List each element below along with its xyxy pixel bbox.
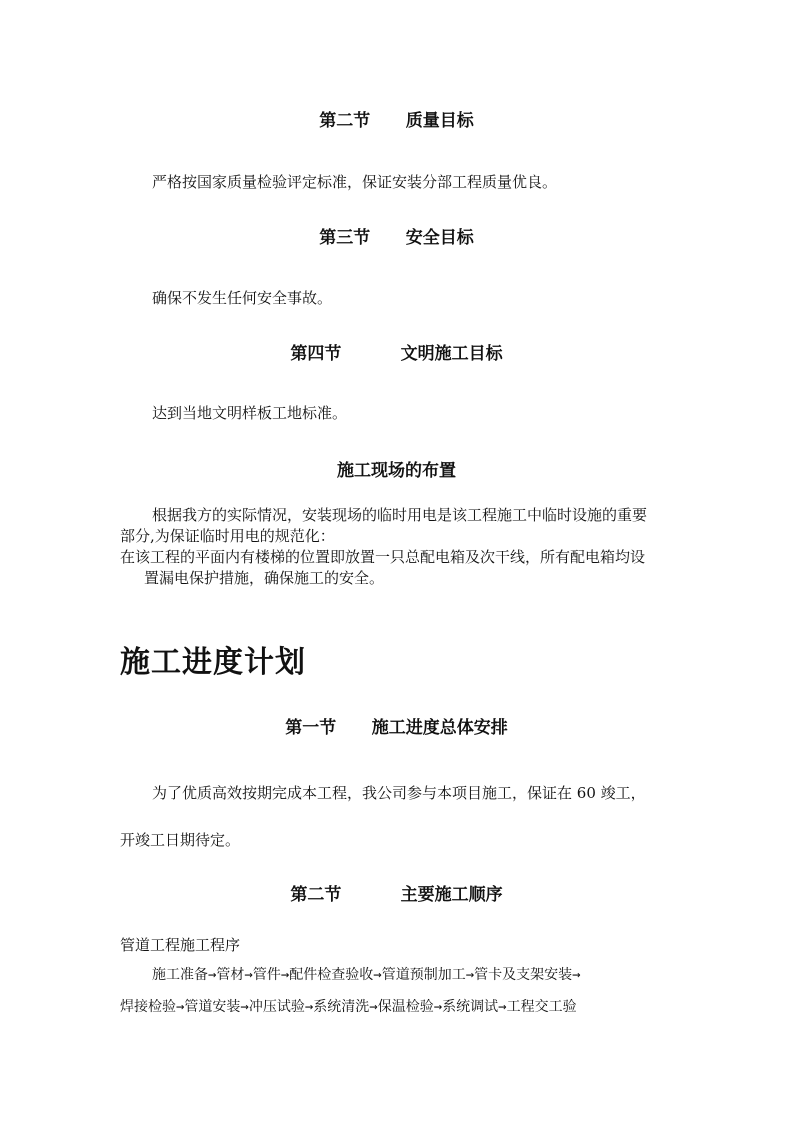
site-p2-line2: 置漏电保护措施，确保施工的安全。 bbox=[144, 569, 385, 587]
schedule-sec2-line2: 焊接检验→管道安装→冲压试验→系统清洗→保温检验→系统调试→工程交工验 bbox=[120, 999, 577, 1015]
schedule-title: 施工进度计划 bbox=[120, 645, 306, 680]
schedule-sec2-sub: 管道工程施工程序 bbox=[120, 936, 241, 954]
site-heading: 施工现场的布置 bbox=[337, 461, 456, 481]
civil-text: 达到当地文明样板工地标准。 bbox=[152, 404, 348, 422]
civil-heading: 第四节 文明施工目标 bbox=[290, 344, 503, 364]
schedule-sec1-line2: 开竣工日期待定。 bbox=[120, 831, 241, 849]
safety-text: 确保不发生任何安全事故。 bbox=[152, 289, 333, 307]
site-p1-line2: 部分,为保证临时用电的规范化： bbox=[120, 527, 335, 545]
safety-heading: 第三节 安全目标 bbox=[319, 228, 474, 248]
schedule-sec1-heading: 第一节 施工进度总体安排 bbox=[285, 718, 508, 738]
site-p2-line1: 在该工程的平面内有楼梯的位置即放置一只总配电箱及次干线，所有配电箱均设 bbox=[120, 548, 646, 566]
quality-heading: 第二节 质量目标 bbox=[319, 111, 474, 131]
schedule-sec2-heading: 第二节 主要施工顺序 bbox=[290, 885, 503, 905]
site-p1-line1: 根据我方的实际情况，安装现场的临时用电是该工程施工中临时设施的重要 bbox=[152, 506, 648, 524]
schedule-sec1-line1: 为了优质高效按期完成本工程，我公司参与本项目施工，保证在 60 竣工， bbox=[152, 784, 646, 802]
schedule-sec2-line1: 施工准备→管材→管件→配件检查验收→管道预制加工→管卡及支架安装→ bbox=[152, 967, 581, 983]
quality-text: 严格按国家质量检验评定标准，保证安装分部工程质量优良。 bbox=[152, 173, 558, 191]
